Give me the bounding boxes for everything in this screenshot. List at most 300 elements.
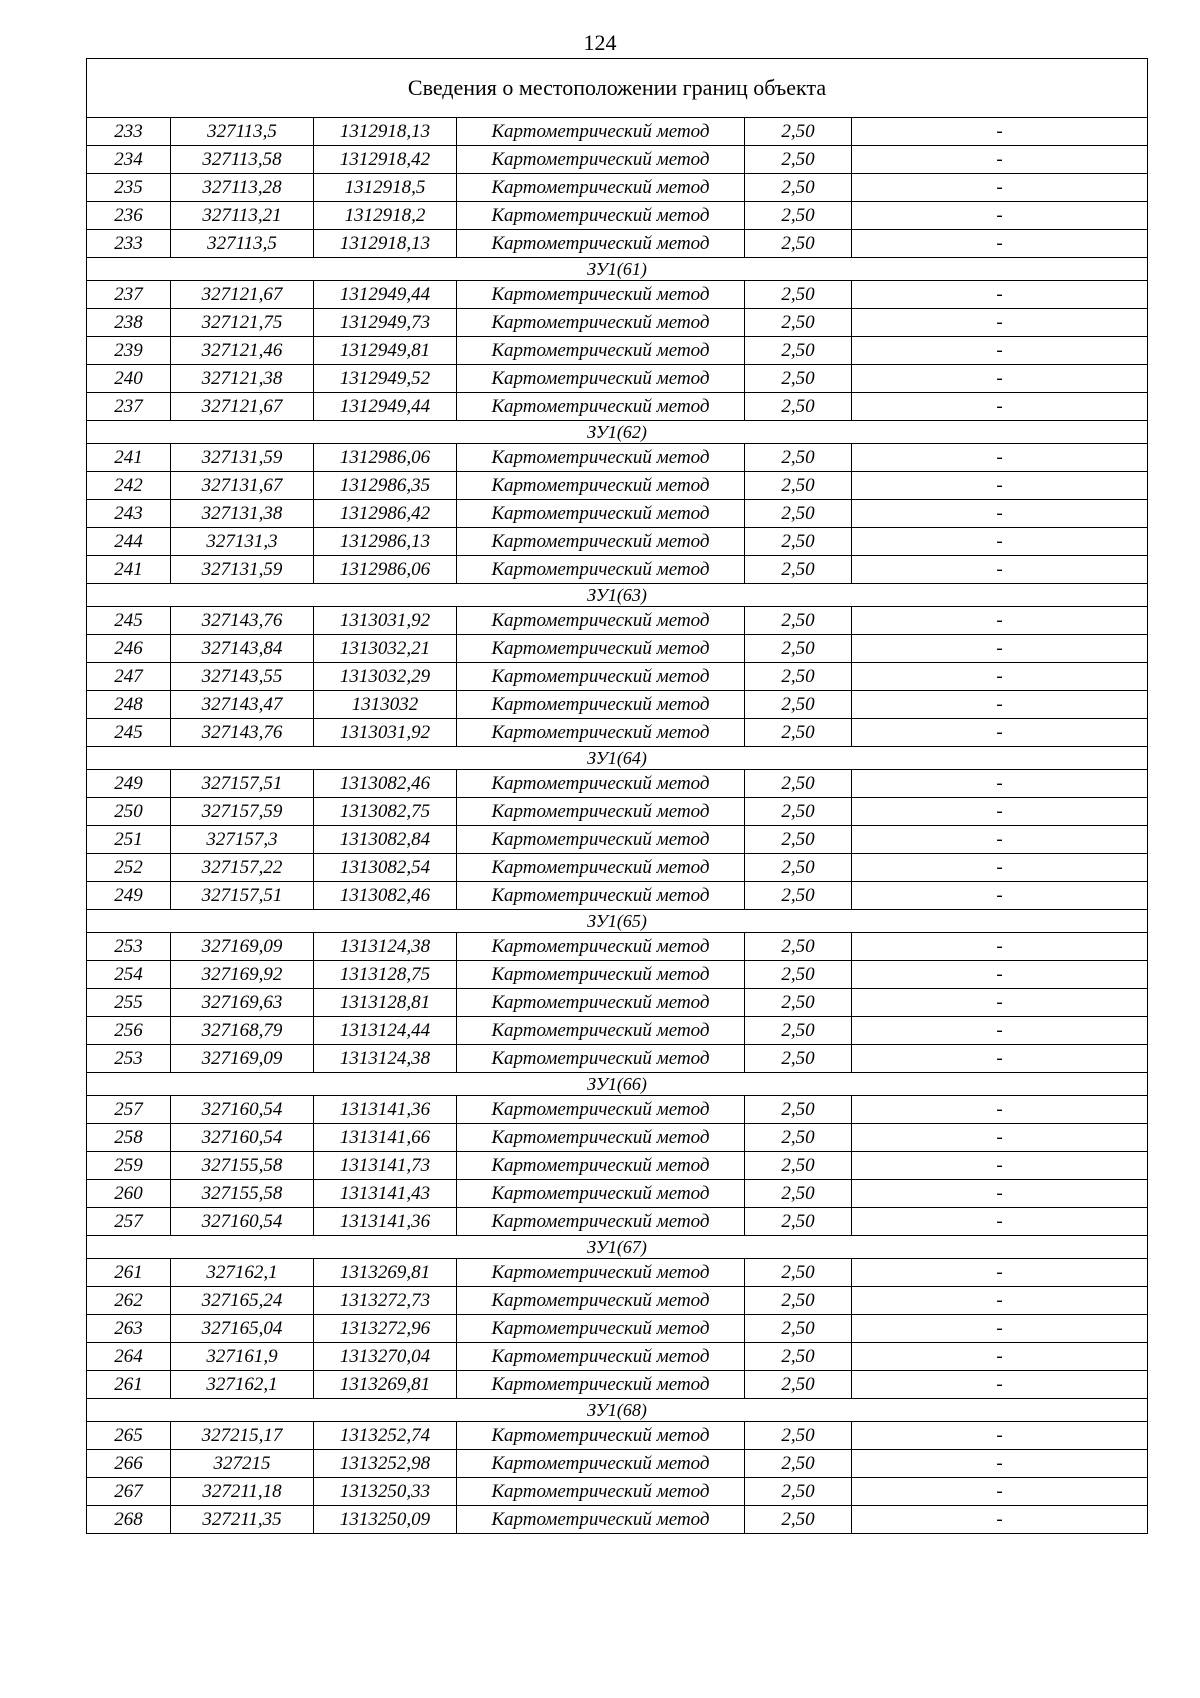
description-cell: - — [852, 309, 1148, 337]
x-coordinate-cell: 327113,58 — [171, 146, 314, 174]
method-cell: Картометрический метод — [457, 281, 745, 309]
point-number-cell: 243 — [87, 500, 171, 528]
precision-cell: 2,50 — [745, 1096, 852, 1124]
y-coordinate-cell: 1313082,84 — [314, 826, 457, 854]
x-coordinate-cell: 327168,79 — [171, 1017, 314, 1045]
group-row — [87, 747, 1148, 770]
table-row — [87, 607, 1148, 635]
method-cell: Картометрический метод — [457, 1343, 745, 1371]
boundary-coordinates-table — [86, 58, 1148, 1534]
point-number-cell: 254 — [87, 961, 171, 989]
y-coordinate-cell: 1313270,04 — [314, 1343, 457, 1371]
precision-cell: 2,50 — [745, 1315, 852, 1343]
x-coordinate-cell: 327157,22 — [171, 854, 314, 882]
description-cell: - — [852, 882, 1148, 910]
method-cell: Картометрический метод — [457, 798, 745, 826]
method-cell: Картометрический метод — [457, 118, 745, 146]
point-number-cell: 239 — [87, 337, 171, 365]
x-coordinate-cell: 327169,09 — [171, 933, 314, 961]
point-number-cell: 253 — [87, 1045, 171, 1073]
x-coordinate-cell: 327143,55 — [171, 663, 314, 691]
method-cell: Картометрический метод — [457, 1124, 745, 1152]
y-coordinate-cell: 1312949,73 — [314, 309, 457, 337]
description-cell: - — [852, 770, 1148, 798]
point-number-cell: 237 — [87, 281, 171, 309]
point-number-cell: 265 — [87, 1422, 171, 1450]
description-cell: - — [852, 1315, 1148, 1343]
precision-cell: 2,50 — [745, 444, 852, 472]
point-number-cell: 244 — [87, 528, 171, 556]
y-coordinate-cell: 1313141,73 — [314, 1152, 457, 1180]
precision-cell: 2,50 — [745, 989, 852, 1017]
point-number-cell: 250 — [87, 798, 171, 826]
point-number-cell: 260 — [87, 1180, 171, 1208]
x-coordinate-cell: 327121,67 — [171, 393, 314, 421]
y-coordinate-cell: 1313128,81 — [314, 989, 457, 1017]
precision-cell: 2,50 — [745, 528, 852, 556]
precision-cell: 2,50 — [745, 1152, 852, 1180]
point-number-cell: 258 — [87, 1124, 171, 1152]
x-coordinate-cell: 327131,38 — [171, 500, 314, 528]
method-cell: Картометрический метод — [457, 770, 745, 798]
table-row — [87, 393, 1148, 421]
description-cell: - — [852, 528, 1148, 556]
point-number-cell: 246 — [87, 635, 171, 663]
y-coordinate-cell: 1312918,13 — [314, 230, 457, 258]
description-cell: - — [852, 961, 1148, 989]
x-coordinate-cell: 327160,54 — [171, 1096, 314, 1124]
x-coordinate-cell: 327215,17 — [171, 1422, 314, 1450]
method-cell: Картометрический метод — [457, 1152, 745, 1180]
x-coordinate-cell: 327113,5 — [171, 118, 314, 146]
x-coordinate-cell: 327121,46 — [171, 337, 314, 365]
table-row — [87, 1017, 1148, 1045]
group-label: ЗУ1(65) — [87, 910, 1148, 933]
description-cell: - — [852, 472, 1148, 500]
table-row — [87, 719, 1148, 747]
precision-cell: 2,50 — [745, 337, 852, 365]
method-cell: Картометрический метод — [457, 691, 745, 719]
precision-cell: 2,50 — [745, 1045, 852, 1073]
description-cell: - — [852, 444, 1148, 472]
x-coordinate-cell: 327169,63 — [171, 989, 314, 1017]
table-row — [87, 1287, 1148, 1315]
table-row — [87, 1124, 1148, 1152]
y-coordinate-cell: 1313031,92 — [314, 719, 457, 747]
description-cell: - — [852, 500, 1148, 528]
table-row — [87, 118, 1148, 146]
group-row — [87, 584, 1148, 607]
group-row — [87, 1073, 1148, 1096]
point-number-cell: 259 — [87, 1152, 171, 1180]
precision-cell: 2,50 — [745, 230, 852, 258]
method-cell: Картометрический метод — [457, 1478, 745, 1506]
point-number-cell: 249 — [87, 770, 171, 798]
table-row — [87, 1045, 1148, 1073]
method-cell: Картометрический метод — [457, 1045, 745, 1073]
y-coordinate-cell: 1313082,46 — [314, 882, 457, 910]
method-cell: Картометрический метод — [457, 365, 745, 393]
x-coordinate-cell: 327160,54 — [171, 1124, 314, 1152]
description-cell: - — [852, 146, 1148, 174]
method-cell: Картометрический метод — [457, 1259, 745, 1287]
group-row — [87, 1399, 1148, 1422]
precision-cell: 2,50 — [745, 691, 852, 719]
y-coordinate-cell: 1312986,42 — [314, 500, 457, 528]
y-coordinate-cell: 1312918,2 — [314, 202, 457, 230]
method-cell: Картометрический метод — [457, 174, 745, 202]
table-row — [87, 635, 1148, 663]
precision-cell: 2,50 — [745, 1343, 852, 1371]
y-coordinate-cell: 1313124,38 — [314, 1045, 457, 1073]
y-coordinate-cell: 1312986,35 — [314, 472, 457, 500]
description-cell: - — [852, 1478, 1148, 1506]
precision-cell: 2,50 — [745, 1017, 852, 1045]
method-cell: Картометрический метод — [457, 1450, 745, 1478]
precision-cell: 2,50 — [745, 472, 852, 500]
group-row — [87, 1236, 1148, 1259]
x-coordinate-cell: 327211,18 — [171, 1478, 314, 1506]
precision-cell: 2,50 — [745, 118, 852, 146]
table-row — [87, 472, 1148, 500]
table-row — [87, 1096, 1148, 1124]
x-coordinate-cell: 327113,5 — [171, 230, 314, 258]
table-row — [87, 1478, 1148, 1506]
y-coordinate-cell: 1312949,52 — [314, 365, 457, 393]
y-coordinate-cell: 1312986,13 — [314, 528, 457, 556]
description-cell: - — [852, 1017, 1148, 1045]
group-label: ЗУ1(63) — [87, 584, 1148, 607]
point-number-cell: 247 — [87, 663, 171, 691]
x-coordinate-cell: 327131,59 — [171, 444, 314, 472]
y-coordinate-cell: 1313250,09 — [314, 1506, 457, 1534]
y-coordinate-cell: 1313272,73 — [314, 1287, 457, 1315]
point-number-cell: 252 — [87, 854, 171, 882]
point-number-cell: 262 — [87, 1287, 171, 1315]
method-cell: Картометрический метод — [457, 472, 745, 500]
table-row — [87, 337, 1148, 365]
method-cell: Картометрический метод — [457, 933, 745, 961]
table-row — [87, 230, 1148, 258]
y-coordinate-cell: 1313032 — [314, 691, 457, 719]
description-cell: - — [852, 1152, 1148, 1180]
y-coordinate-cell: 1313124,44 — [314, 1017, 457, 1045]
description-cell: - — [852, 933, 1148, 961]
precision-cell: 2,50 — [745, 556, 852, 584]
precision-cell: 2,50 — [745, 281, 852, 309]
precision-cell: 2,50 — [745, 146, 852, 174]
y-coordinate-cell: 1313141,43 — [314, 1180, 457, 1208]
y-coordinate-cell: 1313141,36 — [314, 1208, 457, 1236]
method-cell: Картометрический метод — [457, 556, 745, 584]
precision-cell: 2,50 — [745, 1450, 852, 1478]
table-row — [87, 528, 1148, 556]
y-coordinate-cell: 1312986,06 — [314, 444, 457, 472]
precision-cell: 2,50 — [745, 365, 852, 393]
precision-cell: 2,50 — [745, 882, 852, 910]
point-number-cell: 249 — [87, 882, 171, 910]
precision-cell: 2,50 — [745, 1180, 852, 1208]
description-cell: - — [852, 230, 1148, 258]
precision-cell: 2,50 — [745, 854, 852, 882]
x-coordinate-cell: 327165,04 — [171, 1315, 314, 1343]
description-cell: - — [852, 174, 1148, 202]
table-row — [87, 663, 1148, 691]
description-cell: - — [852, 691, 1148, 719]
table-row — [87, 1208, 1148, 1236]
table-row — [87, 798, 1148, 826]
table-row — [87, 1152, 1148, 1180]
description-cell: - — [852, 989, 1148, 1017]
group-label: ЗУ1(68) — [87, 1399, 1148, 1422]
point-number-cell: 234 — [87, 146, 171, 174]
table-row — [87, 770, 1148, 798]
point-number-cell: 233 — [87, 118, 171, 146]
point-number-cell: 237 — [87, 393, 171, 421]
method-cell: Картометрический метод — [457, 854, 745, 882]
x-coordinate-cell: 327162,1 — [171, 1259, 314, 1287]
x-coordinate-cell: 327160,54 — [171, 1208, 314, 1236]
description-cell: - — [852, 1180, 1148, 1208]
y-coordinate-cell: 1313082,75 — [314, 798, 457, 826]
precision-cell: 2,50 — [745, 826, 852, 854]
x-coordinate-cell: 327155,58 — [171, 1152, 314, 1180]
point-number-cell: 241 — [87, 444, 171, 472]
description-cell: - — [852, 1259, 1148, 1287]
method-cell: Картометрический метод — [457, 444, 745, 472]
point-number-cell: 242 — [87, 472, 171, 500]
precision-cell: 2,50 — [745, 798, 852, 826]
group-label: ЗУ1(61) — [87, 258, 1148, 281]
method-cell: Картометрический метод — [457, 1506, 745, 1534]
point-number-cell: 264 — [87, 1343, 171, 1371]
description-cell: - — [852, 854, 1148, 882]
y-coordinate-cell: 1313252,98 — [314, 1450, 457, 1478]
x-coordinate-cell: 327161,9 — [171, 1343, 314, 1371]
x-coordinate-cell: 327113,28 — [171, 174, 314, 202]
x-coordinate-cell: 327121,67 — [171, 281, 314, 309]
description-cell: - — [852, 1045, 1148, 1073]
description-cell: - — [852, 663, 1148, 691]
y-coordinate-cell: 1313031,92 — [314, 607, 457, 635]
table-row — [87, 1422, 1148, 1450]
point-number-cell: 257 — [87, 1096, 171, 1124]
method-cell: Картометрический метод — [457, 989, 745, 1017]
precision-cell: 2,50 — [745, 1422, 852, 1450]
y-coordinate-cell: 1312918,13 — [314, 118, 457, 146]
method-cell: Картометрический метод — [457, 146, 745, 174]
description-cell: - — [852, 826, 1148, 854]
y-coordinate-cell: 1313250,33 — [314, 1478, 457, 1506]
method-cell: Картометрический метод — [457, 1096, 745, 1124]
y-coordinate-cell: 1313269,81 — [314, 1259, 457, 1287]
method-cell: Картометрический метод — [457, 202, 745, 230]
table-row — [87, 1343, 1148, 1371]
method-cell: Картометрический метод — [457, 635, 745, 663]
table-row — [87, 1180, 1148, 1208]
y-coordinate-cell: 1313252,74 — [314, 1422, 457, 1450]
method-cell: Картометрический метод — [457, 393, 745, 421]
method-cell: Картометрический метод — [457, 1371, 745, 1399]
method-cell: Картометрический метод — [457, 882, 745, 910]
table-row — [87, 174, 1148, 202]
x-coordinate-cell: 327157,3 — [171, 826, 314, 854]
point-number-cell: 261 — [87, 1259, 171, 1287]
precision-cell: 2,50 — [745, 309, 852, 337]
x-coordinate-cell: 327131,59 — [171, 556, 314, 584]
y-coordinate-cell: 1313128,75 — [314, 961, 457, 989]
point-number-cell: 233 — [87, 230, 171, 258]
point-number-cell: 245 — [87, 719, 171, 747]
table-row — [87, 961, 1148, 989]
y-coordinate-cell: 1313032,29 — [314, 663, 457, 691]
group-row — [87, 421, 1148, 444]
table-header-row — [87, 59, 1148, 118]
table-row — [87, 444, 1148, 472]
method-cell: Картометрический метод — [457, 309, 745, 337]
table-row — [87, 1315, 1148, 1343]
table-row — [87, 933, 1148, 961]
x-coordinate-cell: 327155,58 — [171, 1180, 314, 1208]
precision-cell: 2,50 — [745, 1506, 852, 1534]
point-number-cell: 241 — [87, 556, 171, 584]
x-coordinate-cell: 327157,59 — [171, 798, 314, 826]
point-number-cell: 236 — [87, 202, 171, 230]
method-cell: Картометрический метод — [457, 230, 745, 258]
table-row — [87, 309, 1148, 337]
description-cell: - — [852, 1371, 1148, 1399]
x-coordinate-cell: 327169,92 — [171, 961, 314, 989]
y-coordinate-cell: 1312918,5 — [314, 174, 457, 202]
method-cell: Картометрический метод — [457, 1422, 745, 1450]
description-cell: - — [852, 281, 1148, 309]
description-cell: - — [852, 607, 1148, 635]
description-cell: - — [852, 1208, 1148, 1236]
group-row — [87, 258, 1148, 281]
y-coordinate-cell: 1312986,06 — [314, 556, 457, 584]
y-coordinate-cell: 1312949,44 — [314, 281, 457, 309]
description-cell: - — [852, 1422, 1148, 1450]
precision-cell: 2,50 — [745, 770, 852, 798]
precision-cell: 2,50 — [745, 635, 852, 663]
table-row — [87, 146, 1148, 174]
point-number-cell: 268 — [87, 1506, 171, 1534]
table-row — [87, 691, 1148, 719]
method-cell: Картометрический метод — [457, 1017, 745, 1045]
x-coordinate-cell: 327121,75 — [171, 309, 314, 337]
x-coordinate-cell: 327143,47 — [171, 691, 314, 719]
point-number-cell: 255 — [87, 989, 171, 1017]
method-cell: Картометрический метод — [457, 607, 745, 635]
point-number-cell: 261 — [87, 1371, 171, 1399]
point-number-cell: 238 — [87, 309, 171, 337]
description-cell: - — [852, 1287, 1148, 1315]
precision-cell: 2,50 — [745, 202, 852, 230]
method-cell: Картометрический метод — [457, 1208, 745, 1236]
method-cell: Картометрический метод — [457, 1180, 745, 1208]
precision-cell: 2,50 — [745, 607, 852, 635]
table-row — [87, 989, 1148, 1017]
y-coordinate-cell: 1313032,21 — [314, 635, 457, 663]
x-coordinate-cell: 327169,09 — [171, 1045, 314, 1073]
method-cell: Картометрический метод — [457, 500, 745, 528]
point-number-cell: 245 — [87, 607, 171, 635]
table-row — [87, 1506, 1148, 1534]
description-cell: - — [852, 118, 1148, 146]
precision-cell: 2,50 — [745, 393, 852, 421]
method-cell: Картометрический метод — [457, 1315, 745, 1343]
precision-cell: 2,50 — [745, 663, 852, 691]
point-number-cell: 240 — [87, 365, 171, 393]
description-cell: - — [852, 1450, 1148, 1478]
group-label: ЗУ1(67) — [87, 1236, 1148, 1259]
table-body — [87, 59, 1148, 1534]
y-coordinate-cell: 1313124,38 — [314, 933, 457, 961]
point-number-cell: 251 — [87, 826, 171, 854]
description-cell: - — [852, 1506, 1148, 1534]
x-coordinate-cell: 327165,24 — [171, 1287, 314, 1315]
y-coordinate-cell: 1312918,42 — [314, 146, 457, 174]
x-coordinate-cell: 327131,3 — [171, 528, 314, 556]
precision-cell: 2,50 — [745, 1124, 852, 1152]
x-coordinate-cell: 327143,84 — [171, 635, 314, 663]
table-row — [87, 556, 1148, 584]
precision-cell: 2,50 — [745, 1371, 852, 1399]
method-cell: Картометрический метод — [457, 826, 745, 854]
y-coordinate-cell: 1313269,81 — [314, 1371, 457, 1399]
method-cell: Картометрический метод — [457, 961, 745, 989]
precision-cell: 2,50 — [745, 719, 852, 747]
table-title: Сведения о местоположении границ объекта — [87, 59, 1148, 118]
y-coordinate-cell: 1313141,36 — [314, 1096, 457, 1124]
method-cell: Картометрический метод — [457, 337, 745, 365]
group-row — [87, 910, 1148, 933]
x-coordinate-cell: 327211,35 — [171, 1506, 314, 1534]
table-row — [87, 1259, 1148, 1287]
x-coordinate-cell: 327157,51 — [171, 882, 314, 910]
point-number-cell: 253 — [87, 933, 171, 961]
page-number: 124 — [583, 30, 617, 55]
y-coordinate-cell: 1313141,66 — [314, 1124, 457, 1152]
precision-cell: 2,50 — [745, 500, 852, 528]
description-cell: - — [852, 1124, 1148, 1152]
point-number-cell: 248 — [87, 691, 171, 719]
x-coordinate-cell: 327215 — [171, 1450, 314, 1478]
x-coordinate-cell: 327162,1 — [171, 1371, 314, 1399]
x-coordinate-cell: 327143,76 — [171, 607, 314, 635]
table-row — [87, 281, 1148, 309]
table-row — [87, 202, 1148, 230]
group-label: ЗУ1(66) — [87, 1073, 1148, 1096]
point-number-cell: 235 — [87, 174, 171, 202]
x-coordinate-cell: 327113,21 — [171, 202, 314, 230]
precision-cell: 2,50 — [745, 961, 852, 989]
y-coordinate-cell: 1313272,96 — [314, 1315, 457, 1343]
table-row — [87, 882, 1148, 910]
description-cell: - — [852, 635, 1148, 663]
point-number-cell: 267 — [87, 1478, 171, 1506]
precision-cell: 2,50 — [745, 1259, 852, 1287]
precision-cell: 2,50 — [745, 1287, 852, 1315]
table-row — [87, 1450, 1148, 1478]
y-coordinate-cell: 1313082,46 — [314, 770, 457, 798]
point-number-cell: 263 — [87, 1315, 171, 1343]
description-cell: - — [852, 202, 1148, 230]
description-cell: - — [852, 719, 1148, 747]
method-cell: Картометрический метод — [457, 528, 745, 556]
description-cell: - — [852, 798, 1148, 826]
table-row — [87, 1371, 1148, 1399]
